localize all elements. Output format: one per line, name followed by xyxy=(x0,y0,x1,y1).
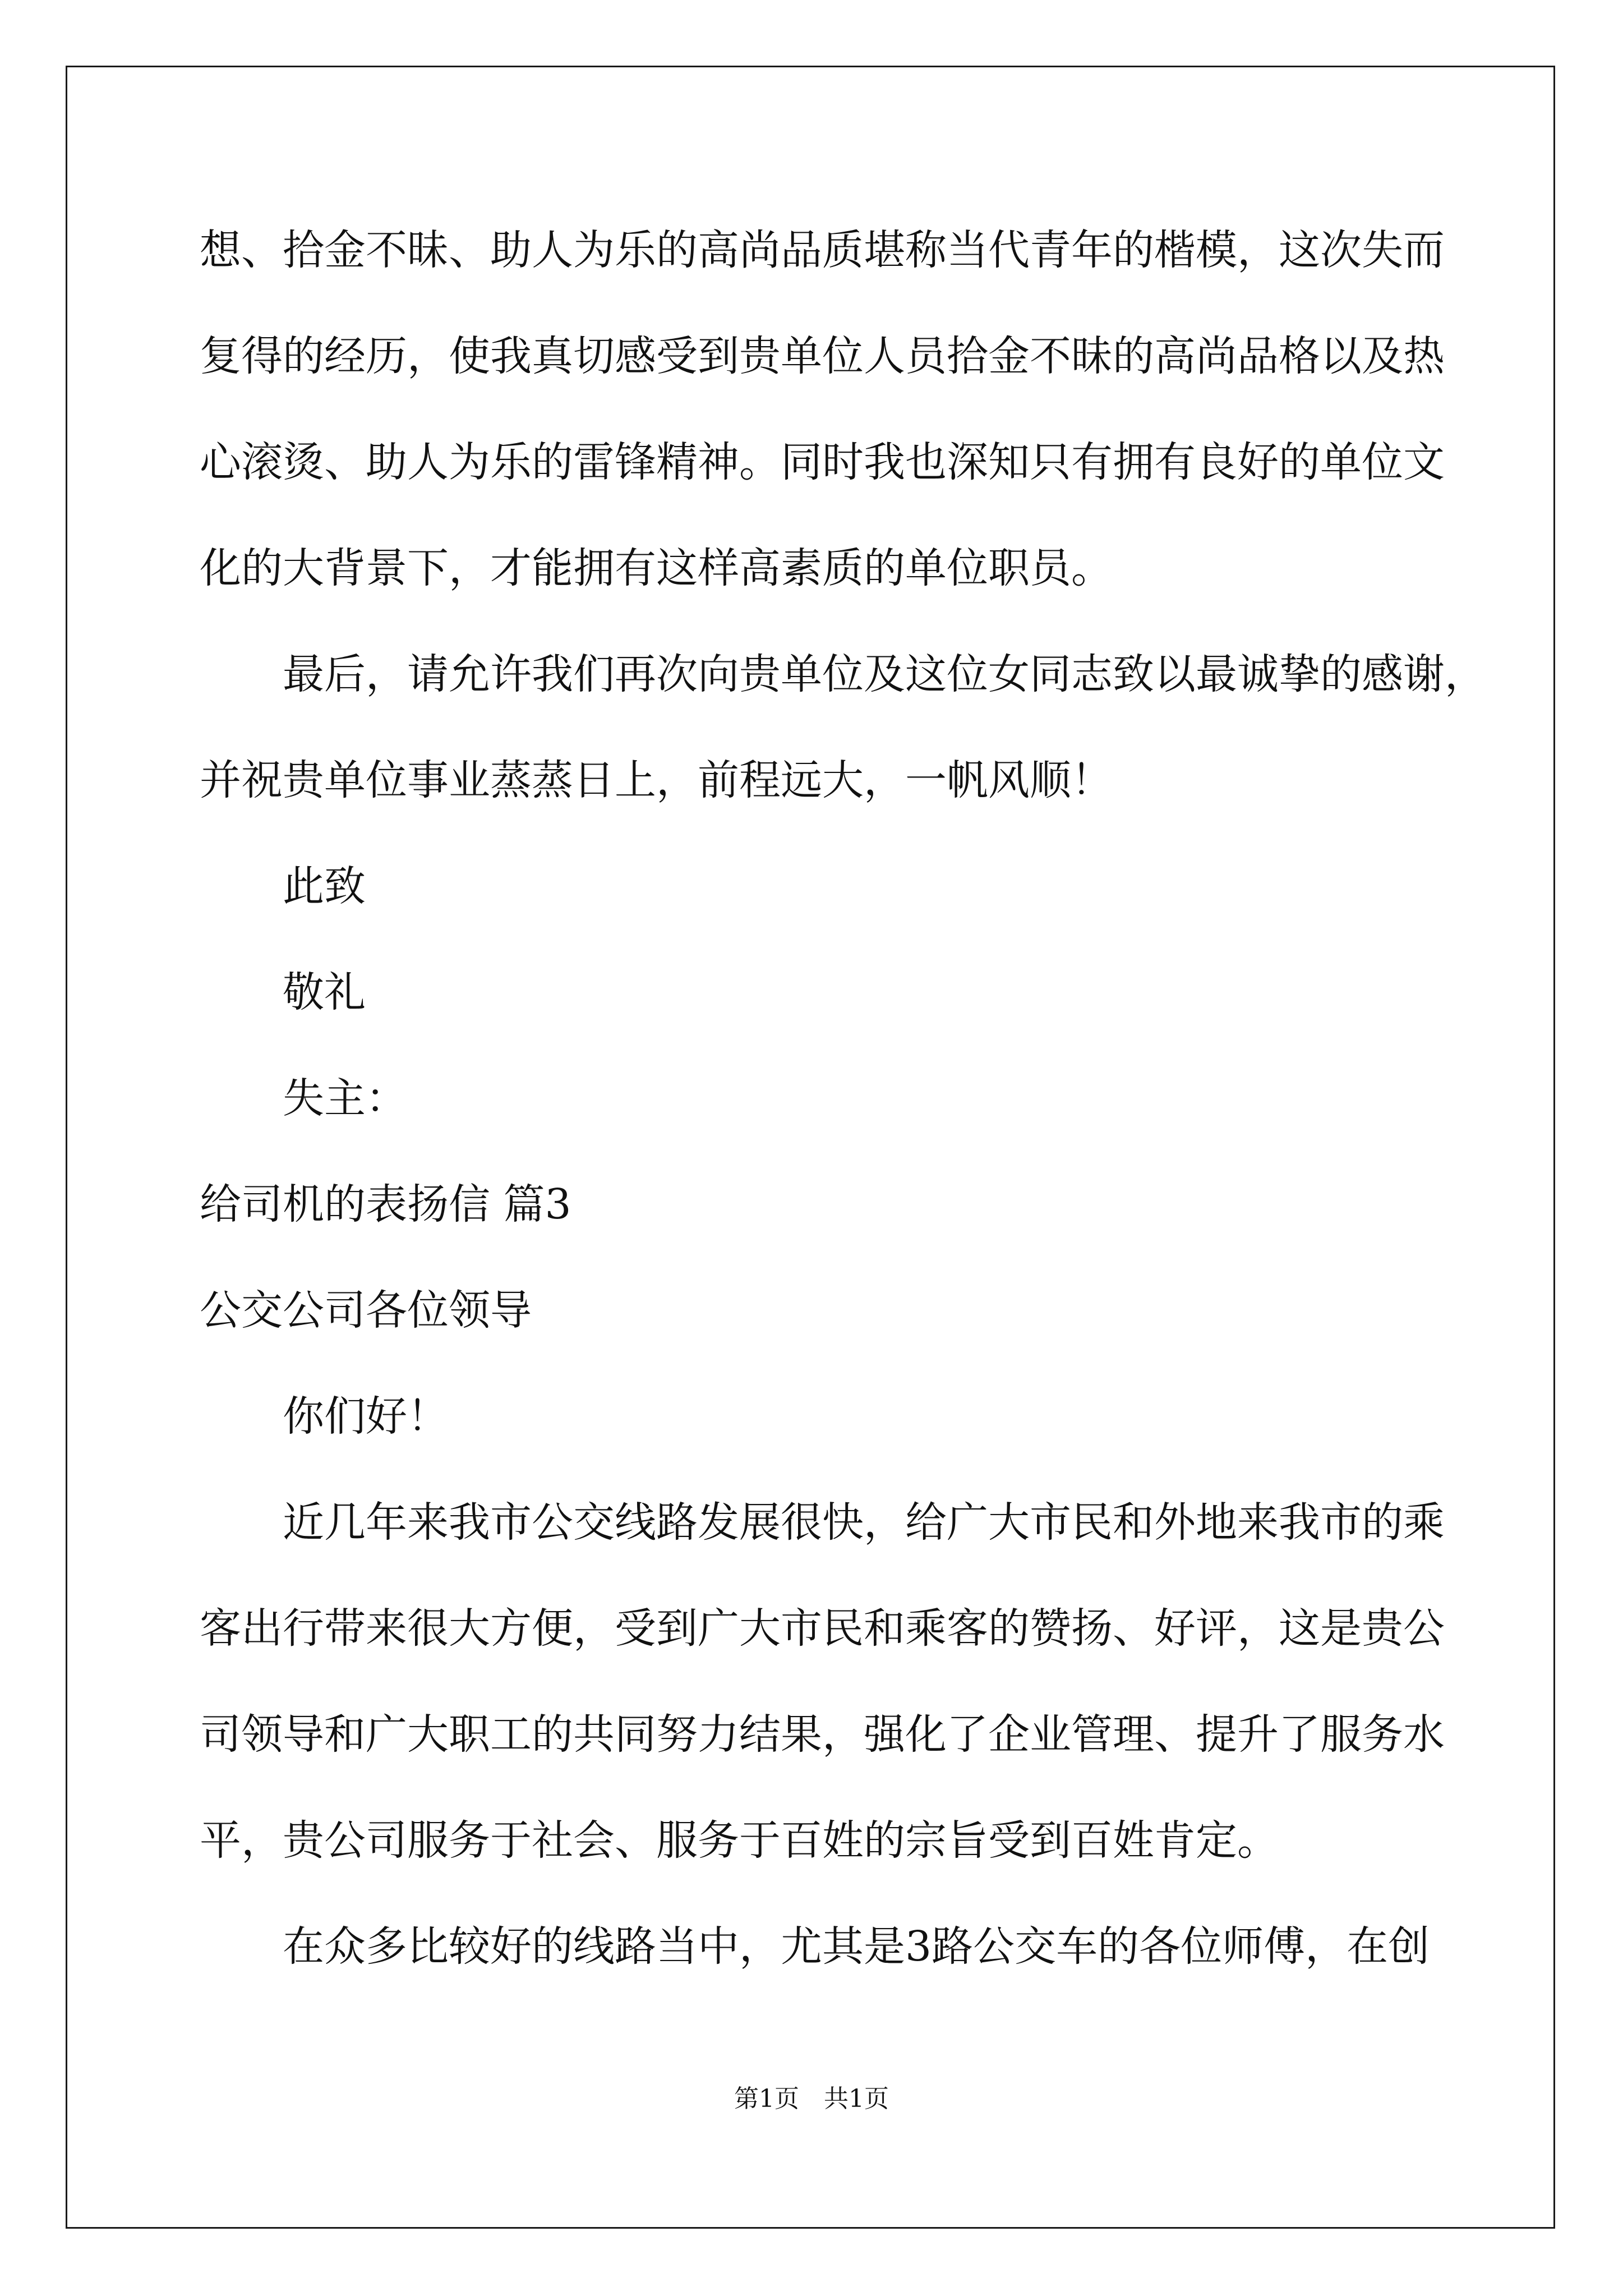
recipient-line: 公交公司各位领导 xyxy=(200,1286,532,1335)
paragraph-line: 平，贵公司服务于社会、服务于百姓的宗旨受到百姓肯定。 xyxy=(200,1816,1279,1865)
paragraph-line: 在众多比较好的线路当中，尤其是3路公交车的各位师傅，在创 xyxy=(283,1922,1430,1971)
paragraph-line: 复得的经历，使我真切感受到贵单位人员拾金不昧的高尚品格以及热 xyxy=(200,332,1445,380)
paragraph-line: 客出行带来很大方便，受到广大市民和乘客的赞扬、好评，这是贵公 xyxy=(200,1604,1445,1653)
paragraph-line: 最后，请允许我们再次向贵单位及这位女同志致以最诚挚的感谢， xyxy=(283,650,1486,698)
page-number-footer: 第1页 共1页 xyxy=(734,2085,889,2113)
greeting-line: 你们好！ xyxy=(283,1392,449,1441)
closing-line: 此致 xyxy=(283,862,366,910)
paragraph-line: 想、拾金不昧、助人为乐的高尚品质堪称当代青年的楷模，这次失而 xyxy=(200,226,1445,274)
paragraph-line: 并祝贵单位事业蒸蒸日上，前程远大，一帆风顺！ xyxy=(200,756,1113,804)
salutation-line: 敬礼 xyxy=(283,968,366,1016)
paragraph-line: 近几年来我市公交线路发展很快，给广大市民和外地来我市的乘 xyxy=(283,1498,1445,1547)
page-border xyxy=(66,66,1555,2229)
signature-line: 失主： xyxy=(283,1074,407,1122)
section-heading: 给司机的表扬信 篇3 xyxy=(200,1180,571,1228)
paragraph-line: 心滚烫、助人为乐的雷锋精神。同时我也深知只有拥有良好的单位文 xyxy=(200,438,1445,486)
paragraph-line: 化的大背景下，才能拥有这样高素质的单位职员。 xyxy=(200,544,1113,592)
paragraph-line: 司领导和广大职工的共同努力结果，强化了企业管理、提升了服务水 xyxy=(200,1710,1445,1759)
